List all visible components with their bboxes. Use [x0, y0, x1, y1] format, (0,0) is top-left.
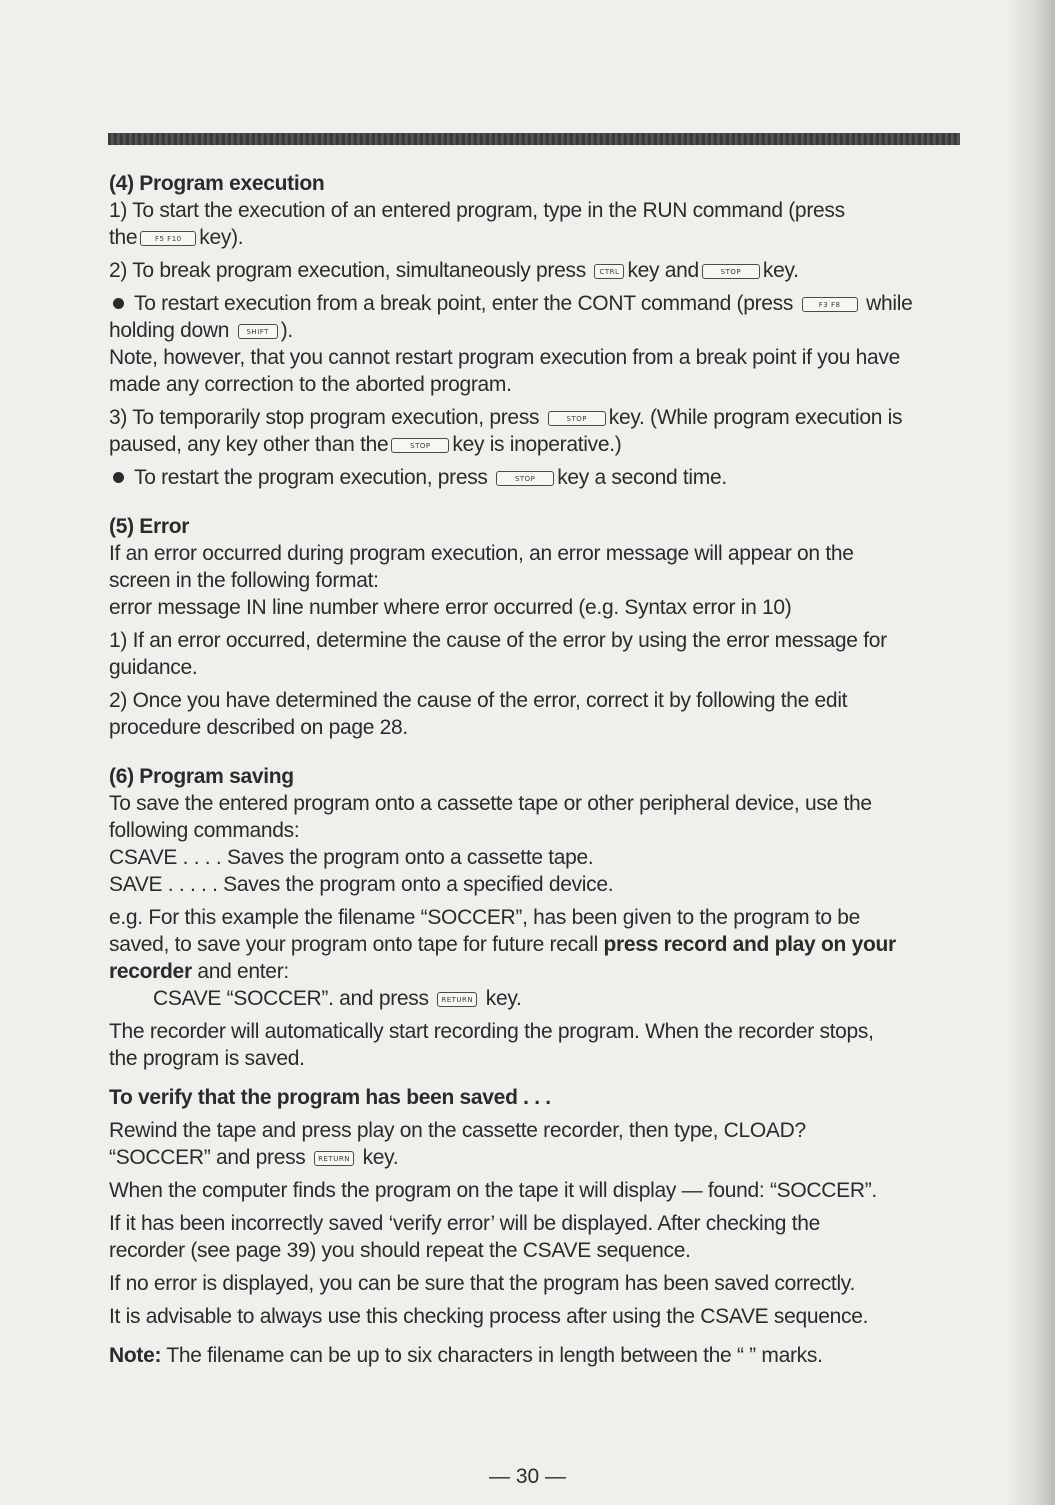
- paragraph: Rewind the tape and press play on the cassette recorder, then type, CLOAD? “SOCCER” and press RETURN key.: [109, 1119, 806, 1169]
- section-heading-program-saving: (6) Program saving: [109, 765, 294, 788]
- stop-key-icon: STOP: [391, 438, 449, 453]
- paragraph: 2) To break program execution, simultaneously press CTRL key and STOP key.: [109, 259, 799, 282]
- paragraph: If no error is displayed, you can be sure that the program has been saved correctly.: [109, 1272, 855, 1295]
- stop-key-icon: STOP: [496, 471, 554, 486]
- verify-heading: To verify that the program has been saved . . .: [109, 1086, 551, 1109]
- page-number: — 30 —: [488, 1465, 567, 1488]
- section-heading-error: (5) Error: [109, 515, 190, 538]
- header-rule: [108, 133, 960, 145]
- return-key-icon: RETURN: [314, 1151, 354, 1166]
- note-paragraph: Note, however, that you cannot restart program execution from a break point if you have made any correction to the aborted program.: [109, 346, 901, 396]
- note-paragraph: Note: The filename can be up to six characters in length between the “ ” marks.: [109, 1344, 823, 1367]
- bullet-paragraph: To restart execution from a break point, enter the CONT command (press F3 F8 while holding down SHIFT ).: [109, 292, 913, 342]
- paragraph: 2) Once you have determined the cause of the error, correct it by following the edit procedure described on page 28.: [109, 689, 848, 739]
- paragraph: It is advisable to always use this checking process after using the CSAVE sequence.: [109, 1305, 869, 1328]
- paragraph: When the computer finds the program on the tape it will display — found: “SOCCER”.: [109, 1179, 877, 1202]
- paragraph: e.g. For this example the filename “SOCCER”, has been given to the program to be saved, to save your program onto tape for future recall press record and play on your recorder and enter:: [109, 906, 896, 983]
- bullet-paragraph: To restart the program execution, press STOP key a second time.: [109, 464, 967, 491]
- shift-key-icon: SHIFT: [238, 324, 278, 339]
- page-content: [109, 170, 967, 1369]
- paragraph: If an error occurred during program execution, an error message will appear on the screen in the following format: error message IN line number where error occurred (e.g. Syntax error in 10): [109, 542, 854, 619]
- paragraph: The recorder will automatically start recording the program. When the recorder stops, the program is saved.: [109, 1020, 874, 1070]
- command-line: CSAVE “SOCCER”. and press RETURN key.: [153, 987, 522, 1010]
- ctrl-key-icon: CTRL: [594, 264, 624, 279]
- return-key-icon: RETURN: [437, 992, 477, 1007]
- page-edge-shadow: [1005, 0, 1055, 1505]
- paragraph: 3) To temporarily stop program execution, press STOP key. (While program execution is paused, any key other than the STOP key is inoperative.): [109, 406, 903, 456]
- stop-key-icon: STOP: [548, 411, 606, 426]
- paragraph: To save the entered program onto a cassette tape or other peripheral device, use the following commands: CSAVE . . . . Saves the program onto a cassette tape. SAVE . . . . . Saves the program onto a specified device.: [109, 792, 872, 896]
- paragraph: If it has been incorrectly saved ‘verify error’ will be displayed. After checking the recorder (see page 39) you should repeat the CSAVE sequence.: [109, 1212, 821, 1262]
- section-heading-program-execution: (4) Program execution: [109, 172, 325, 195]
- paragraph: 1) If an error occurred, determine the cause of the error by using the error message for guidance.: [109, 629, 887, 679]
- paragraph: 1) To start the execution of an entered program, type in the RUN command (press the F5 F10 key).: [109, 199, 845, 249]
- bullet-icon: [113, 472, 124, 483]
- f5-key-icon: F5 F10: [140, 231, 196, 246]
- bullet-icon: [113, 298, 124, 309]
- f3-key-icon: F3 F8: [802, 297, 858, 312]
- stop-key-icon: STOP: [702, 264, 760, 279]
